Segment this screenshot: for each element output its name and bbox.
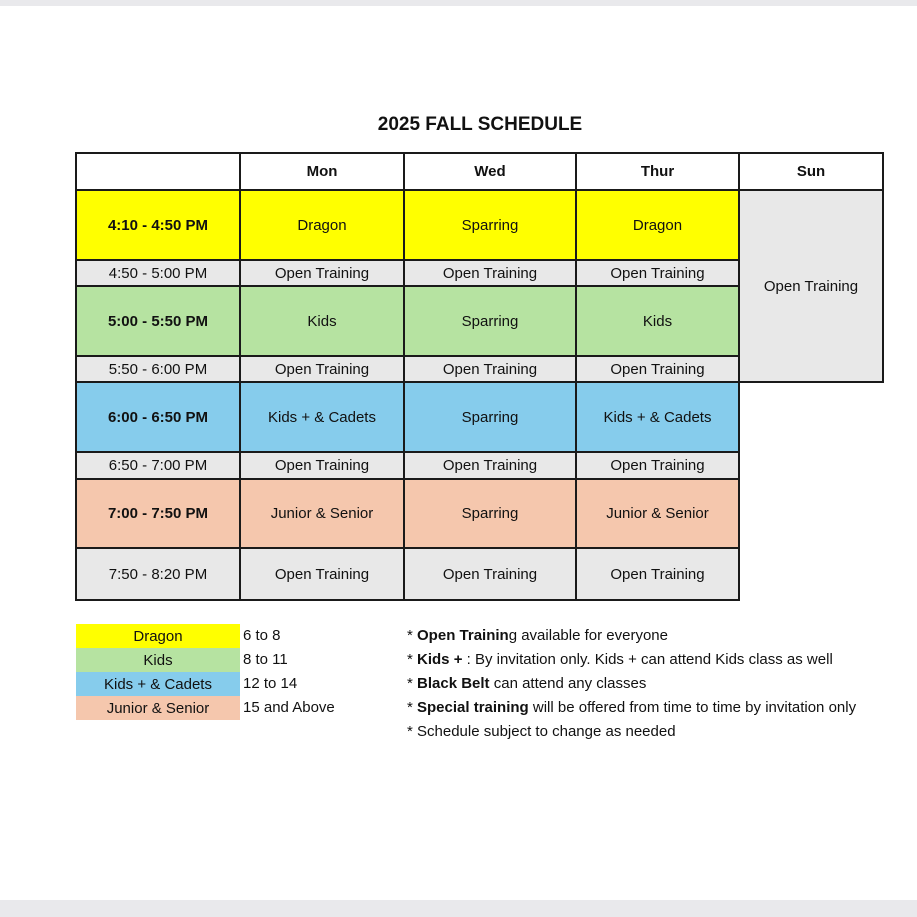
- header-sun: Sun: [796, 163, 826, 180]
- class-cell: Sparring: [404, 479, 576, 548]
- class-cell: Open Training: [240, 260, 404, 286]
- class-cell: Open Training: [576, 260, 739, 286]
- note-black-belt: * Black Belt can attend any classes: [407, 675, 647, 692]
- class-cell: Dragon: [576, 190, 739, 260]
- header-thur: Thur: [640, 163, 675, 180]
- note-open-training: * Open Training available for everyone: [407, 627, 668, 644]
- legend-swatch-dragon: Dragon: [76, 624, 240, 648]
- legend-ages: 8 to 11: [243, 651, 288, 668]
- class-cell: Junior & Senior: [240, 479, 404, 548]
- grid-line: [403, 152, 405, 601]
- class-cell: Open Training: [404, 548, 576, 600]
- grid-line: [75, 599, 740, 601]
- grid-line: [75, 355, 740, 357]
- schedule-table: [0, 6, 917, 900]
- grid-line: [575, 152, 577, 601]
- class-cell: Open Training: [240, 356, 404, 382]
- class-cell: Open Training: [240, 452, 404, 479]
- legend-ages: 6 to 8: [243, 627, 281, 644]
- class-cell: Junior & Senior: [576, 479, 739, 548]
- class-cell: Open Training: [576, 548, 739, 600]
- time-cell: 5:00 - 5:50 PM: [76, 286, 240, 356]
- legend-ages: 15 and Above: [243, 699, 335, 716]
- time-cell: 7:00 - 7:50 PM: [76, 479, 240, 548]
- legend-swatch-kids: Kids: [76, 648, 240, 672]
- class-cell: Open Training: [404, 452, 576, 479]
- grid-line: [75, 381, 884, 383]
- note-special-training: * Special training will be offered from time to time by invitation only: [407, 699, 857, 716]
- time-cell: 5:50 - 6:00 PM: [76, 356, 240, 382]
- class-cell: Sparring: [404, 382, 576, 452]
- grid-line: [75, 189, 884, 191]
- grid-line: [75, 152, 77, 601]
- class-cell: Open Training: [576, 356, 739, 382]
- time-cell: 7:50 - 8:20 PM: [76, 548, 240, 600]
- class-cell: Open Training: [240, 548, 404, 600]
- class-cell: Open Training: [404, 260, 576, 286]
- time-cell: 6:50 - 7:00 PM: [76, 452, 240, 479]
- page-title: 2025 FALL SCHEDULE: [377, 114, 583, 135]
- schedule-page: [0, 6, 917, 900]
- note-schedule-change: * Schedule subject to change as needed: [407, 723, 676, 740]
- legend-swatch-kids-cadets: Kids + & Cadets: [76, 672, 240, 696]
- grid-line: [882, 152, 884, 383]
- class-cell: Kids: [240, 286, 404, 356]
- class-cell: Sparring: [404, 286, 576, 356]
- class-cell: Kids + & Cadets: [240, 382, 404, 452]
- time-cell: 6:00 - 6:50 PM: [76, 382, 240, 452]
- time-cell: 4:50 - 5:00 PM: [76, 260, 240, 286]
- header-mon: Mon: [306, 163, 338, 180]
- class-cell: Kids: [576, 286, 739, 356]
- time-cell: 4:10 - 4:50 PM: [76, 190, 240, 260]
- class-cell: Dragon: [240, 190, 404, 260]
- class-cell: Open Training: [404, 356, 576, 382]
- class-cell: Open Training: [576, 452, 739, 479]
- note-kids-plus: * Kids + : By invitation only. Kids + can attend Kids class as well: [407, 651, 833, 668]
- grid-line: [75, 259, 740, 261]
- grid-line: [75, 152, 884, 154]
- grid-line: [239, 152, 241, 601]
- legend-ages: 12 to 14: [243, 675, 298, 692]
- header-wed: Wed: [474, 163, 506, 180]
- grid-line: [75, 547, 740, 549]
- class-cell: Sparring: [404, 190, 576, 260]
- class-cell: Kids + & Cadets: [576, 382, 739, 452]
- grid-line: [75, 285, 740, 287]
- legend-swatch-junior-senior: Junior & Senior: [76, 696, 240, 720]
- grid-line: [75, 478, 740, 480]
- grid-line: [75, 451, 740, 453]
- sunday-cell: Open Training: [739, 190, 883, 382]
- grid-line: [738, 152, 740, 601]
